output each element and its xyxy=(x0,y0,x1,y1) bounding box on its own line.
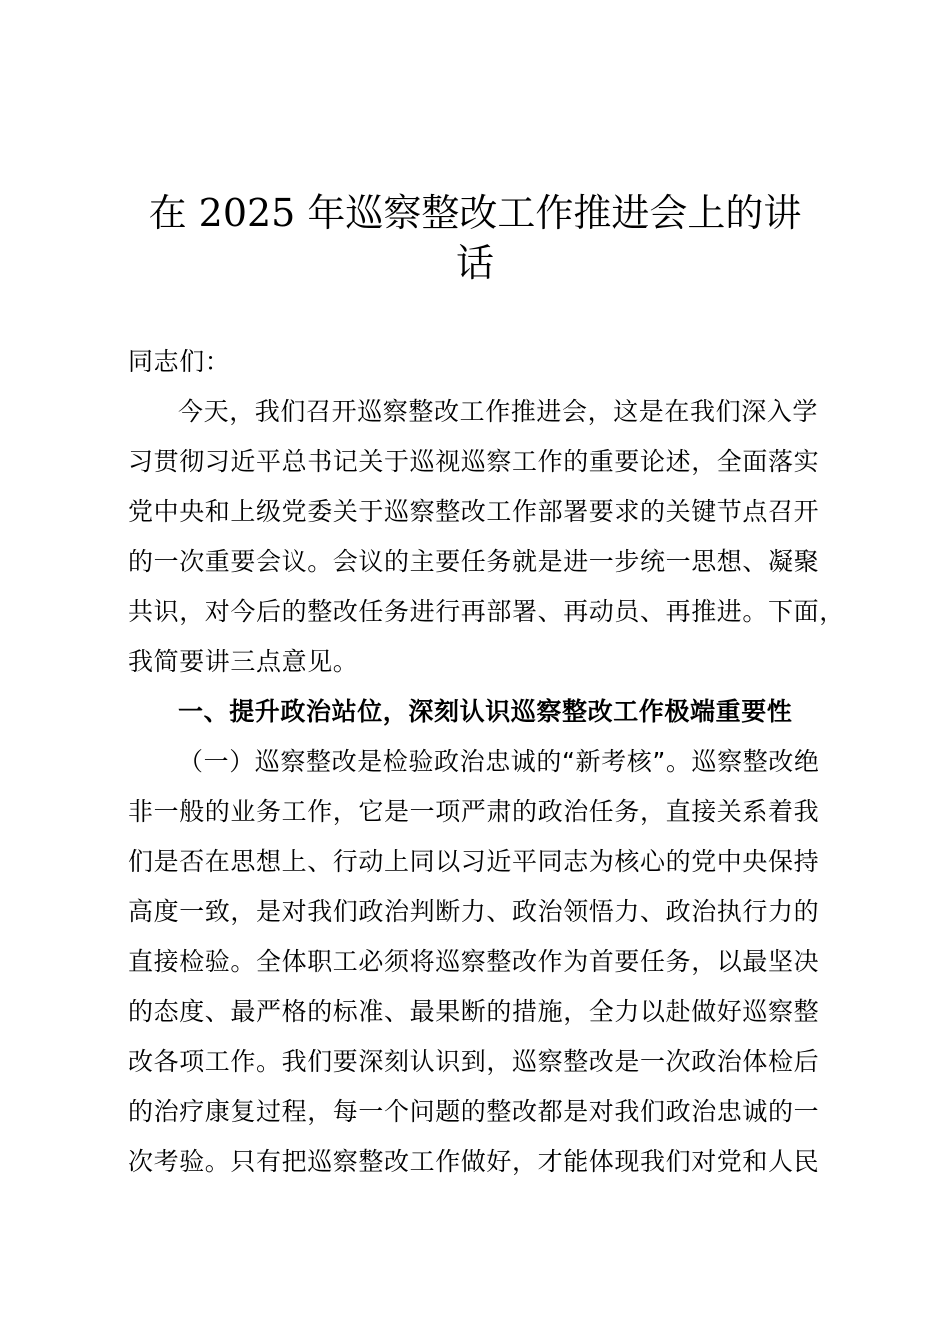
paragraph-line: 的态度、最严格的标准、最果断的措施，全力以赴做好巡察整 xyxy=(128,997,820,1026)
paragraph-line: （一）巡察整改是检验政治忠诚的“新考核”。巡察整改绝 xyxy=(178,747,820,776)
salutation: 同志们： xyxy=(128,347,231,376)
paragraph-line: 改各项工作。我们要深刻认识到，巡察整改是一次政治体检后 xyxy=(128,1047,820,1076)
paragraph-line: 直接检验。全体职工必须将巡察整改作为首要任务，以最坚决 xyxy=(128,947,820,976)
paragraph-line: 党中央和上级党委关于巡察整改工作部署要求的关键节点召开 xyxy=(128,497,820,526)
paragraph-line: 共识，对今后的整改任务进行再部署、再动员、再推进。下面， xyxy=(128,597,845,626)
paragraph-line: 高度一致，是对我们政治判断力、政治领悟力、政治执行力的 xyxy=(128,897,820,926)
document-title-line-2: 话 xyxy=(455,241,494,285)
document-title-line-1: 在 2025 年巡察整改工作推进会上的讲 xyxy=(148,191,802,235)
paragraph-line: 今天，我们召开巡察整改工作推进会，这是在我们深入学 xyxy=(178,397,819,426)
paragraph-line: 的一次重要会议。会议的主要任务就是进一步统一思想、凝聚 xyxy=(128,547,820,576)
paragraph-line: 次考验。只有把巡察整改工作做好，才能体现我们对党和人民 xyxy=(128,1147,820,1176)
paragraph-line: 习贯彻习近平总书记关于巡视巡察工作的重要论述，全面落实 xyxy=(128,447,820,476)
paragraph-line: 们是否在思想上、行动上同以习近平同志为核心的党中央保持 xyxy=(128,847,820,876)
section-heading-1: 一、提升政治站位，深刻认识巡察整改工作极端重要性 xyxy=(178,697,793,726)
paragraph-line: 非一般的业务工作，它是一项严肃的政治任务，直接关系着我 xyxy=(128,797,820,826)
paragraph-line: 我简要讲三点意见。 xyxy=(128,647,359,676)
paragraph-line: 的治疗康复过程，每一个问题的整改都是对我们政治忠诚的一 xyxy=(128,1097,820,1126)
